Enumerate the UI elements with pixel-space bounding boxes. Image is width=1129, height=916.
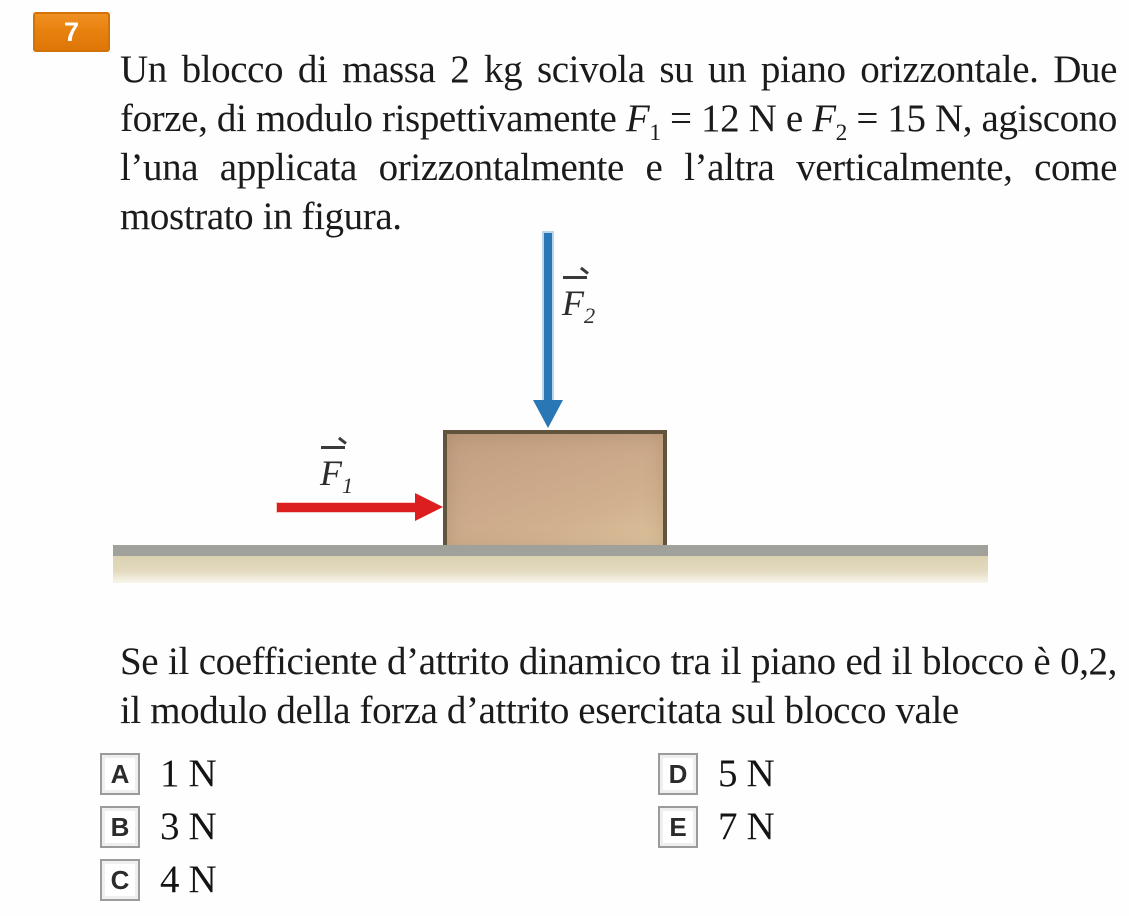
option-b-letter: B — [110, 811, 130, 842]
force1-symbol: F — [625, 97, 650, 140]
answer-option-d — [658, 751, 774, 796]
option-b-value: 3 N — [160, 805, 217, 848]
option-d-letter: D — [668, 758, 688, 789]
question-intro-paragraph — [120, 45, 1117, 241]
option-a-letter: A — [110, 758, 130, 789]
option-c-value: 4 N — [160, 858, 217, 901]
block-drawing — [443, 430, 667, 553]
option-a-box[interactable] — [100, 753, 140, 795]
intro-text-2: = 12 N e — [660, 97, 813, 140]
force2-label-letter: F — [562, 283, 584, 323]
option-a-value: 1 N — [160, 752, 217, 795]
force2-vector-label — [562, 282, 596, 329]
question-number-badge — [33, 12, 110, 52]
vector-bar-icon — [563, 276, 587, 279]
force1-subscript: 1 — [649, 119, 661, 146]
answer-option-b — [100, 804, 216, 849]
force2-arrow-shaft — [544, 233, 552, 403]
intro-text-1: Un blocco di massa 2 kg scivola su un piano orizzontale. Due forze, di modulo rispettivamente — [120, 48, 1117, 140]
option-c-letter: C — [110, 864, 130, 895]
option-c-box[interactable] — [100, 859, 140, 901]
force2-arrow-head-icon — [533, 400, 563, 428]
option-b-box[interactable] — [100, 806, 140, 848]
answer-option-a — [100, 751, 216, 796]
force1-arrow-head-icon — [415, 493, 443, 521]
option-d-box[interactable] — [658, 753, 698, 795]
question-number: 7 — [63, 16, 80, 47]
force2-symbol: F — [812, 97, 836, 140]
option-e-box[interactable] — [658, 806, 698, 848]
option-d-value: 5 N — [718, 752, 775, 795]
force1-vector-label — [320, 452, 354, 499]
intro-text-3: = 15 N, agiscono l’una applicata orizzontalmente e l’altra verticalmente, come mostrato in figura. — [120, 97, 1117, 238]
force2-subscript: 2 — [835, 119, 847, 146]
vector-bar-icon — [321, 446, 345, 449]
ground-shading — [113, 556, 988, 583]
answer-option-e — [658, 804, 774, 849]
question-followup-paragraph: Se il coefficiente d’attrito dinamico tra il piano ed il blocco è 0,2, il modulo della forza d’attrito esercitata sul blocco vale — [120, 640, 1117, 732]
option-e-letter: E — [669, 811, 687, 842]
force1-label-letter: F — [320, 453, 342, 493]
force1-arrow-shaft — [277, 503, 417, 512]
ground-surface-line — [113, 545, 988, 556]
force2-label-subscript: 2 — [584, 303, 596, 329]
force1-label-subscript: 1 — [342, 473, 354, 499]
answer-option-c — [100, 857, 216, 902]
option-e-value: 7 N — [718, 805, 775, 848]
